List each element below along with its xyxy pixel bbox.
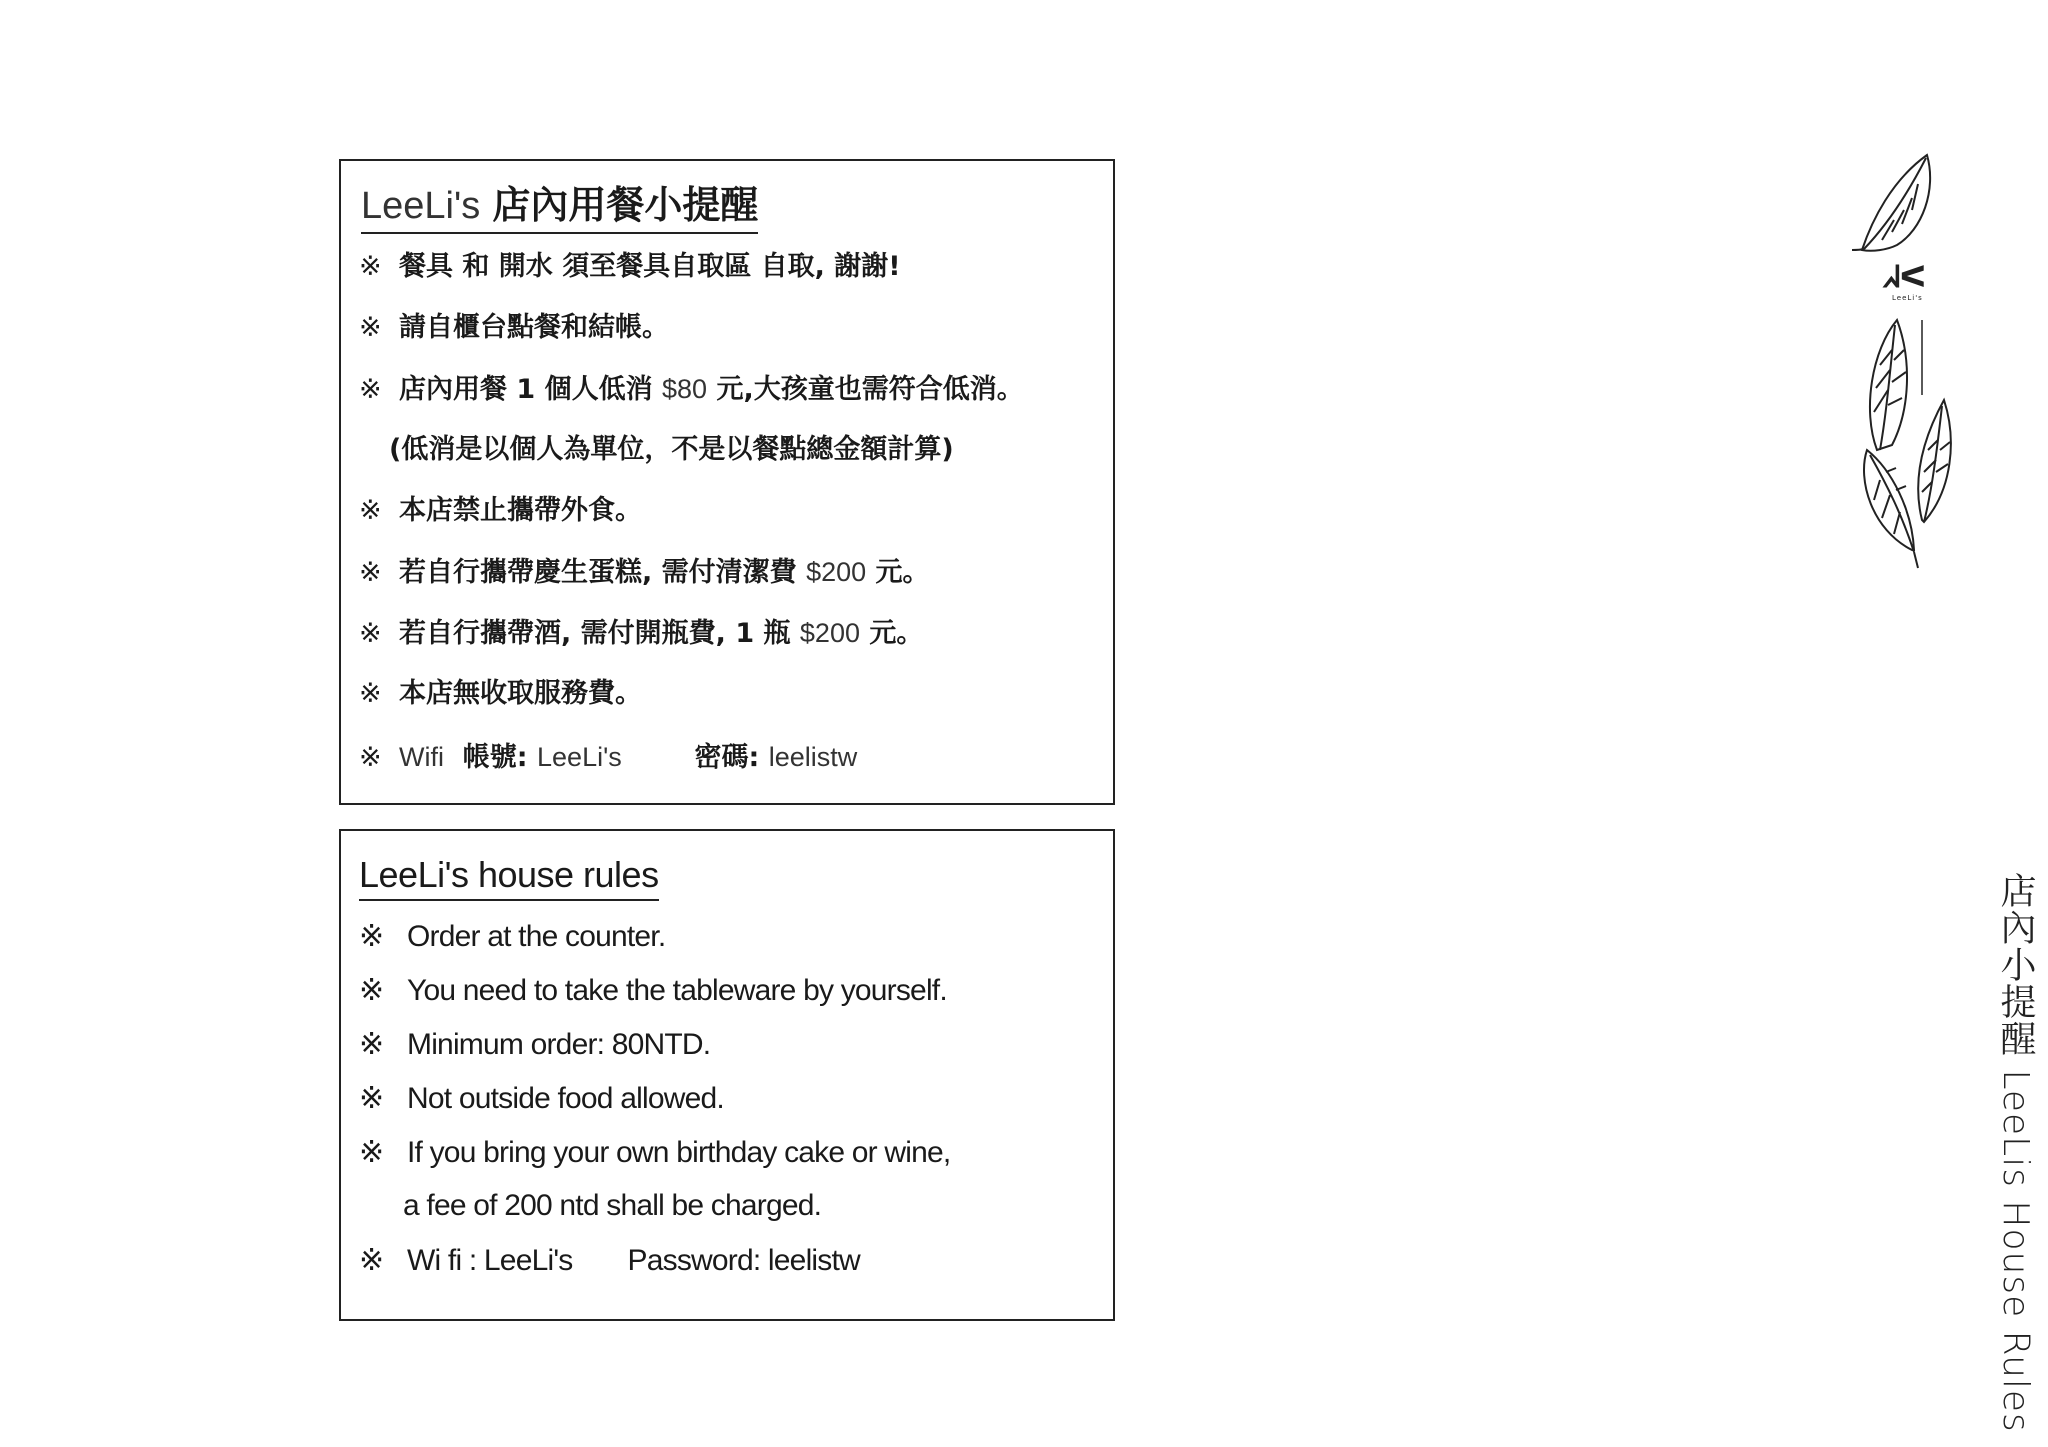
reference-mark: ※ bbox=[359, 251, 382, 282]
side-title: 店內小提醒 LeeLis House Rules bbox=[1995, 872, 2036, 1433]
wifi-account-label: 帳號: bbox=[462, 742, 528, 773]
reference-mark: ※ bbox=[359, 374, 382, 405]
zh-rule-text: 店內用餐 1 個人低消 bbox=[399, 374, 653, 405]
zh-rule-service-fee bbox=[359, 674, 642, 714]
zh-rule-cake bbox=[359, 552, 930, 593]
reference-mark: ※ bbox=[359, 1081, 385, 1116]
wifi-label: Wifi bbox=[399, 742, 444, 772]
wifi-password-value: leelistw bbox=[768, 742, 858, 772]
reference-mark: ※ bbox=[359, 742, 382, 773]
zh-rule-minimum bbox=[359, 369, 1024, 410]
en-rule-text: If you bring your own birthday cake or wine, bbox=[407, 1136, 951, 1169]
reference-mark: ※ bbox=[359, 919, 385, 954]
wifi-account-value: LeeLi's bbox=[537, 742, 622, 772]
zh-title-brand: LeeLi's bbox=[361, 185, 481, 227]
zh-rule-price: $80 bbox=[662, 374, 708, 404]
en-rule-order bbox=[359, 915, 665, 959]
en-rule-text: Minimum order: 80NTD. bbox=[407, 1028, 711, 1061]
zh-rules-title bbox=[361, 179, 758, 234]
en-password-text: Password: leelistw bbox=[627, 1244, 860, 1277]
zh-rule-minimum-note bbox=[389, 430, 954, 470]
reference-mark: ※ bbox=[359, 557, 382, 588]
zh-rule-wifi bbox=[359, 737, 857, 778]
en-rule-text: a fee of 200 ntd shall be charged. bbox=[403, 1189, 822, 1222]
reference-mark: ※ bbox=[359, 678, 382, 709]
svg-text:LeeLi's: LeeLi's bbox=[1892, 294, 1923, 302]
zh-rule-text: 若自行攜帶酒, 需付開瓶費, 1 瓶 bbox=[399, 618, 791, 649]
en-rule-minimum bbox=[359, 1023, 710, 1067]
en-rule-fee bbox=[403, 1184, 821, 1228]
en-wifi-text: Wi fi : LeeLi's bbox=[407, 1244, 573, 1277]
en-rule-outside-food bbox=[359, 1077, 724, 1121]
zh-rule-tableware bbox=[359, 247, 901, 287]
en-rule-wifi bbox=[359, 1239, 860, 1283]
reference-mark: ※ bbox=[359, 1243, 385, 1278]
zh-rule-order bbox=[359, 308, 669, 348]
reference-mark: ※ bbox=[359, 495, 382, 526]
reference-mark: ※ bbox=[359, 973, 385, 1008]
en-rule-cake-wine bbox=[359, 1131, 950, 1175]
reference-mark: ※ bbox=[359, 618, 382, 649]
zh-rule-text: 元,大孩童也需符合低消。 bbox=[716, 374, 1024, 405]
en-rule-text: You need to take the tableware by yourself. bbox=[407, 974, 947, 1007]
en-rule-tableware bbox=[359, 969, 947, 1013]
en-rules-title: LeeLi's house rules bbox=[359, 851, 659, 901]
zh-rule-text: 本店無收取服務費。 bbox=[399, 678, 642, 709]
zh-rules-box bbox=[339, 159, 1115, 805]
zh-rule-price: $200 bbox=[806, 557, 867, 587]
zh-rule-outside-food bbox=[359, 491, 642, 531]
zh-rule-text: 餐具 和 開水 須至餐具自取區 自取, 謝謝! bbox=[399, 251, 901, 282]
reference-mark: ※ bbox=[359, 312, 382, 343]
zh-rule-text: 元。 bbox=[875, 557, 930, 588]
zh-rule-price: $200 bbox=[799, 618, 860, 648]
reference-mark: ※ bbox=[359, 1135, 385, 1170]
en-rules-box bbox=[339, 829, 1115, 1321]
reference-mark: ※ bbox=[359, 1027, 385, 1062]
zh-rule-text: 本店禁止攜帶外食。 bbox=[399, 495, 642, 526]
wifi-password-label: 密碼: bbox=[694, 742, 760, 773]
svg-text:ᖽᐸ: ᖽᐸ bbox=[1882, 260, 1927, 295]
leaf-illustration-icon bbox=[1852, 150, 1962, 570]
en-rule-text: Not outside food allowed. bbox=[407, 1082, 724, 1115]
zh-rule-text: (低消是以個人為單位，不是以餐點總金額計算) bbox=[389, 434, 954, 465]
zh-rule-text: 請自櫃台點餐和結帳。 bbox=[399, 312, 669, 343]
leaf-logo bbox=[1852, 150, 1962, 570]
zh-rule-text: 元。 bbox=[869, 618, 924, 649]
en-rule-text: Order at the counter. bbox=[407, 920, 666, 953]
zh-rule-text: 若自行攜帶慶生蛋糕, 需付清潔費 bbox=[399, 557, 797, 588]
zh-rule-wine bbox=[359, 613, 923, 654]
zh-title-text: 店內用餐小提醒 bbox=[492, 183, 759, 227]
